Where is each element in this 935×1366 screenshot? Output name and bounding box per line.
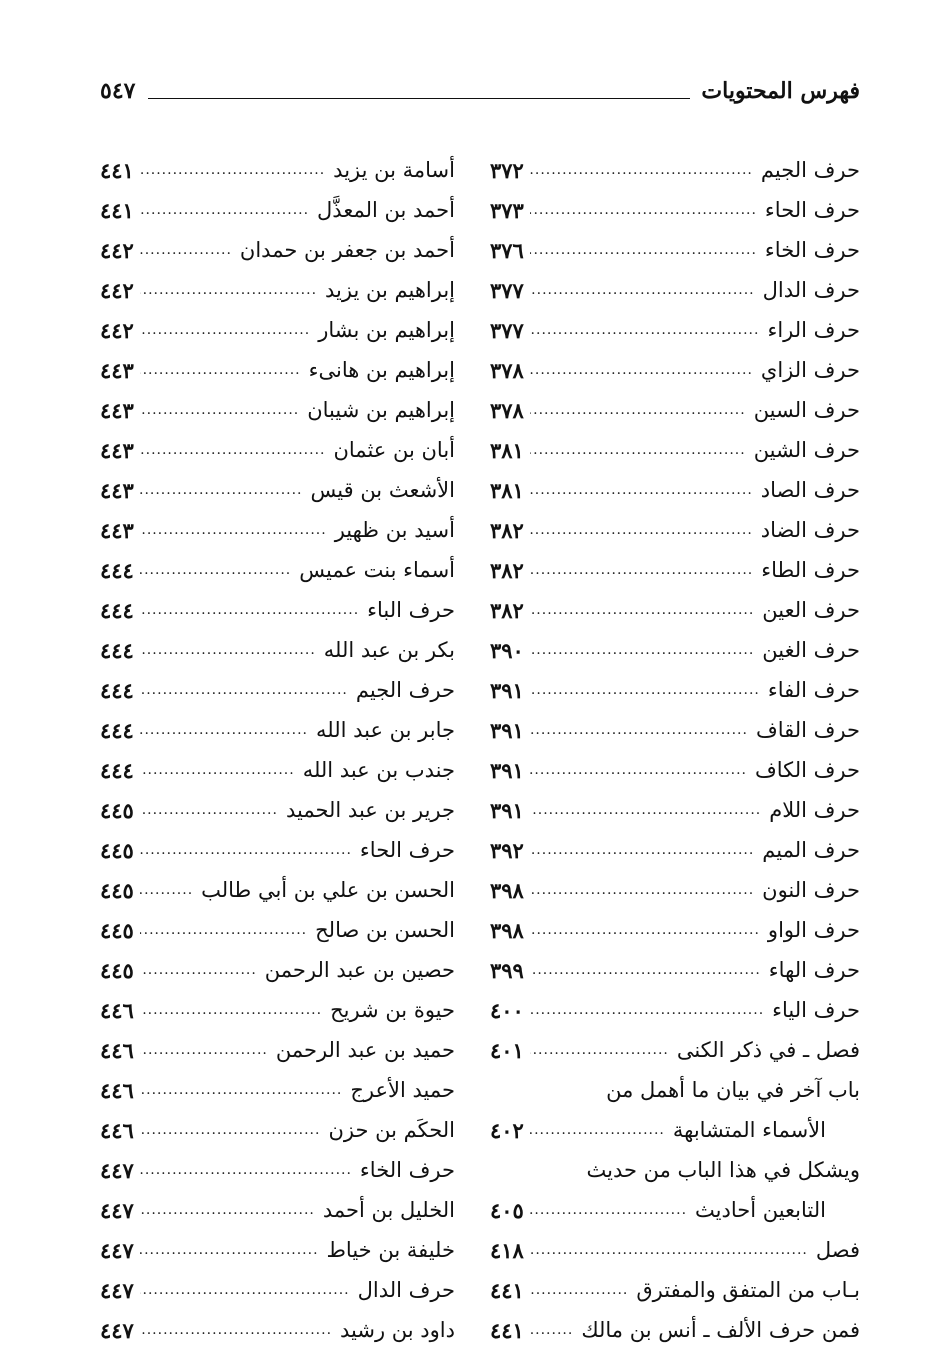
dot-leader bbox=[140, 640, 316, 660]
toc-entry-label: حميد الأعرج bbox=[350, 1078, 455, 1102]
toc-entry bbox=[490, 710, 860, 750]
dot-leader bbox=[530, 320, 760, 340]
toc-entry bbox=[490, 230, 860, 270]
toc-entry bbox=[100, 1110, 455, 1150]
dot-leader bbox=[140, 1240, 319, 1260]
toc-entry bbox=[100, 1030, 455, 1070]
dot-leader bbox=[140, 400, 299, 420]
page-title: فهرس المحتويات bbox=[701, 78, 860, 104]
toc-entry-label: جندب بن عبد الله bbox=[302, 758, 455, 782]
toc-entry-label: أحمد بن المعذَّل bbox=[317, 198, 455, 222]
toc-entry-label: الحكَم بن حزن bbox=[328, 1118, 455, 1142]
dot-leader bbox=[530, 640, 754, 660]
toc-entry bbox=[100, 630, 455, 670]
dot-leader bbox=[530, 960, 761, 980]
toc-entry-label: الخليل بن أحمد bbox=[322, 1198, 455, 1222]
dot-leader bbox=[530, 840, 754, 860]
toc-entry-page: ٣٩١ bbox=[490, 757, 524, 783]
dot-leader bbox=[140, 1280, 350, 1300]
dot-leader bbox=[530, 1120, 665, 1140]
dot-leader bbox=[530, 1240, 808, 1260]
dot-leader bbox=[530, 600, 754, 620]
toc-entry bbox=[490, 1230, 860, 1270]
toc-entry bbox=[490, 270, 860, 310]
toc-entry-label: حرف الزاي bbox=[760, 358, 860, 382]
dot-leader bbox=[140, 440, 326, 460]
toc-entry bbox=[490, 1270, 860, 1310]
toc-entry-label: حرف الباء bbox=[367, 598, 455, 622]
dot-leader bbox=[530, 480, 753, 500]
toc-entry-page: ٣٨١ bbox=[490, 437, 524, 463]
toc-entry-label: حرف النون bbox=[762, 878, 860, 902]
dot-leader bbox=[140, 1120, 321, 1140]
page-number: ٥٤٧ bbox=[100, 78, 136, 104]
toc-entry-label: حرف السين bbox=[753, 398, 860, 422]
toc-entry-page: ٤٤٣ bbox=[100, 437, 134, 463]
toc-entry-page: ٤٤٤ bbox=[100, 717, 134, 743]
toc-entry bbox=[490, 950, 860, 990]
toc-entry bbox=[490, 750, 860, 790]
toc-entry-page: ٤٠٠ bbox=[490, 997, 524, 1023]
dot-leader bbox=[530, 160, 753, 180]
dot-leader bbox=[140, 1160, 352, 1180]
toc-entry bbox=[100, 710, 455, 750]
dot-leader bbox=[530, 760, 747, 780]
toc-entry-page: ٤٤٧ bbox=[100, 1277, 134, 1303]
toc-entry-page: ٤٤٢ bbox=[100, 317, 134, 343]
toc-entry-page: ٣٩١ bbox=[490, 797, 524, 823]
toc-column-right bbox=[490, 150, 860, 1350]
dot-leader bbox=[140, 1040, 268, 1060]
toc-entry bbox=[100, 310, 455, 350]
toc-entry bbox=[490, 830, 860, 870]
toc-entry-label: بـاب من المتفق والمفترق bbox=[636, 1278, 860, 1302]
toc-entry-page: ٤٤٤ bbox=[100, 637, 134, 663]
toc-entry-label: حرف الميم bbox=[762, 838, 860, 862]
toc-entry-page: ٣٩٩ bbox=[490, 957, 524, 983]
toc-entry-label: حرف الياء bbox=[772, 998, 860, 1022]
dot-leader bbox=[140, 880, 193, 900]
toc-entry bbox=[100, 950, 455, 990]
toc-entry-label: الحسن بن صالح bbox=[315, 918, 455, 942]
toc-entry-label: فصل ـ في ذكر الكنى bbox=[676, 1038, 860, 1062]
toc-entry-label: حرف الصاد bbox=[760, 478, 860, 502]
toc-entry-label: حرف الفاء bbox=[767, 678, 860, 702]
toc-entry-label: حرف العين bbox=[762, 598, 860, 622]
toc-entry-label: باب آخر في بيان ما أهمل من bbox=[606, 1078, 860, 1102]
toc-entry-label: إبراهيم بن هانىء bbox=[308, 358, 455, 382]
toc-entry bbox=[100, 910, 455, 950]
toc-entry bbox=[490, 510, 860, 550]
toc-entry-page: ٤٤١ bbox=[100, 157, 134, 183]
dot-leader bbox=[530, 560, 753, 580]
dot-leader bbox=[530, 680, 760, 700]
toc-entry bbox=[490, 190, 860, 230]
dot-leader bbox=[140, 840, 352, 860]
toc-entry-label: إبراهيم بن بشار bbox=[318, 318, 455, 342]
toc-entry-page: ٤٤٤ bbox=[100, 597, 134, 623]
dot-leader bbox=[140, 800, 278, 820]
toc-entry-label: ويشكل في هذا الباب من حديث bbox=[586, 1158, 860, 1182]
dot-leader bbox=[530, 720, 748, 740]
toc-entry-label: حرف الهاء bbox=[768, 958, 860, 982]
toc-entry-label: حرف الدال bbox=[357, 1278, 455, 1302]
toc-entry bbox=[490, 390, 860, 430]
dot-leader bbox=[530, 1320, 573, 1340]
toc-entry-page: ٤٤٥ bbox=[100, 797, 134, 823]
dot-leader bbox=[140, 160, 325, 180]
toc-entry-page: ٤٤٢ bbox=[100, 277, 134, 303]
toc-entry bbox=[100, 750, 455, 790]
dot-leader bbox=[140, 1000, 322, 1020]
toc-entry-label: حرف الكاف bbox=[754, 758, 860, 782]
toc-entry bbox=[100, 870, 455, 910]
toc-entry bbox=[100, 790, 455, 830]
toc-entry-page: ٤٤١ bbox=[490, 1317, 524, 1343]
toc-entry bbox=[490, 1030, 860, 1070]
toc-entry-label: إبراهيم بن شيبان bbox=[307, 398, 455, 422]
toc-entry-page: ٣٩١ bbox=[490, 717, 524, 743]
toc-entry-page: ٤٤٤ bbox=[100, 757, 134, 783]
toc-entry-page: ٣٨٢ bbox=[490, 557, 524, 583]
toc-entry-page: ٤٤٧ bbox=[100, 1317, 134, 1343]
toc-entry-page: ٣٧٧ bbox=[490, 317, 524, 343]
dot-leader bbox=[530, 360, 753, 380]
toc-entry bbox=[490, 630, 860, 670]
toc-entry bbox=[490, 550, 860, 590]
toc-entry-label: الحسن بن علي بن أبي طالب bbox=[201, 878, 455, 902]
toc-entry-page: ٣٨٢ bbox=[490, 517, 524, 543]
toc-entry-label: حرف اللام bbox=[769, 798, 860, 822]
toc-entry bbox=[100, 1190, 455, 1230]
dot-leader bbox=[530, 880, 754, 900]
toc-entry-label: إبراهيم بن يزيد bbox=[325, 278, 455, 302]
toc-entry-label: التابعين أحاديث bbox=[695, 1198, 826, 1222]
dot-leader bbox=[530, 240, 757, 260]
toc-entry bbox=[100, 430, 455, 470]
toc-entry-label: حرف الشين bbox=[753, 438, 860, 462]
toc-entry-label: حيوة بن شريح bbox=[330, 998, 455, 1022]
dot-leader bbox=[140, 1080, 343, 1100]
toc-entry-page: ٣٧٨ bbox=[490, 397, 524, 423]
dot-leader bbox=[140, 1320, 332, 1340]
toc-entry-page: ٣٧٨ bbox=[490, 357, 524, 383]
toc-entry-page: ٣٨١ bbox=[490, 477, 524, 503]
toc-entry bbox=[100, 1270, 455, 1310]
toc-entry bbox=[490, 870, 860, 910]
toc-entry-label: داود بن رشيد bbox=[340, 1318, 455, 1342]
toc-entry bbox=[100, 150, 455, 190]
toc-entry-page: ٤٠١ bbox=[490, 1037, 524, 1063]
dot-leader bbox=[140, 1200, 315, 1220]
toc-entry-page: ٤٤٧ bbox=[100, 1237, 134, 1263]
toc-entry-page: ٣٩٨ bbox=[490, 917, 524, 943]
toc-entry-page: ٣٧٣ bbox=[490, 197, 524, 223]
toc-entry-label: أسامة بن يزيد bbox=[333, 158, 455, 182]
toc-entry-page: ٤٤٥ bbox=[100, 917, 134, 943]
dot-leader bbox=[140, 280, 317, 300]
toc-entry-page: ٤٤٦ bbox=[100, 1077, 134, 1103]
dot-leader bbox=[140, 320, 310, 340]
dot-leader bbox=[530, 1000, 764, 1020]
toc-entry-page: ٤٠٢ bbox=[490, 1117, 524, 1143]
toc-entry bbox=[490, 430, 860, 470]
toc-entry bbox=[100, 1070, 455, 1110]
toc-entry-label: فمن حرف الألف ـ أنس بن مالك bbox=[581, 1318, 860, 1342]
toc-entry-label: حرف الجيم bbox=[355, 678, 455, 702]
toc-entry-page: ٣٩١ bbox=[490, 677, 524, 703]
toc-entry-page: ٤١٨ bbox=[490, 1237, 524, 1263]
dot-leader bbox=[140, 920, 307, 940]
toc-entry bbox=[490, 470, 860, 510]
toc-entry bbox=[490, 910, 860, 950]
toc-entry bbox=[490, 1190, 860, 1230]
toc-entry bbox=[490, 150, 860, 190]
dot-leader bbox=[140, 960, 257, 980]
dot-leader bbox=[140, 560, 291, 580]
toc-entry bbox=[490, 590, 860, 630]
toc-entry-page: ٤٤٣ bbox=[100, 477, 134, 503]
dot-leader bbox=[530, 440, 746, 460]
toc-entry-page: ٤٤٤ bbox=[100, 677, 134, 703]
toc-entry-page: ٣٨٢ bbox=[490, 597, 524, 623]
dot-leader bbox=[140, 240, 232, 260]
toc-entry-page: ٤٤٣ bbox=[100, 517, 134, 543]
header-rule bbox=[148, 98, 690, 99]
toc-entry-label: حرف الراء bbox=[767, 318, 860, 342]
toc-entry bbox=[100, 470, 455, 510]
toc-entry bbox=[100, 990, 455, 1030]
toc-entry bbox=[100, 390, 455, 430]
toc-entry bbox=[490, 1110, 860, 1150]
toc-entry bbox=[490, 990, 860, 1030]
toc-entry-label: حرف الدال bbox=[762, 278, 860, 302]
toc-entry bbox=[490, 350, 860, 390]
toc-entry bbox=[100, 590, 455, 630]
toc-entry bbox=[100, 1150, 455, 1190]
dot-leader bbox=[140, 720, 308, 740]
toc-entry-page: ٤٤٦ bbox=[100, 1037, 134, 1063]
dot-leader bbox=[140, 200, 309, 220]
toc-entry bbox=[100, 190, 455, 230]
toc-entry-page: ٤٤١ bbox=[490, 1277, 524, 1303]
dot-leader bbox=[530, 200, 757, 220]
toc-entry-label: الأسماء المتشابهة bbox=[672, 1118, 826, 1142]
toc-entry-label: بكر بن عبد الله bbox=[323, 638, 455, 662]
toc-entry-page: ٣٧٢ bbox=[490, 157, 524, 183]
dot-leader bbox=[140, 520, 327, 540]
toc-entry bbox=[490, 1150, 860, 1190]
toc-entry-label: أسيد بن ظهير bbox=[334, 518, 455, 542]
toc-entry-page: ٤٤٥ bbox=[100, 877, 134, 903]
dot-leader bbox=[530, 1280, 629, 1300]
toc-entry-label: حرف الحاء bbox=[359, 838, 455, 862]
toc-column-left bbox=[100, 150, 455, 1350]
toc-entry-page: ٤٤١ bbox=[100, 197, 134, 223]
toc-entry-label: حرف الغين bbox=[762, 638, 860, 662]
dot-leader bbox=[140, 480, 303, 500]
toc-entry bbox=[490, 790, 860, 830]
dot-leader bbox=[530, 920, 760, 940]
toc-entry-page: ٤٤٤ bbox=[100, 557, 134, 583]
dot-leader bbox=[530, 400, 746, 420]
toc-entry-page: ٤٤٥ bbox=[100, 957, 134, 983]
toc-entry bbox=[100, 230, 455, 270]
toc-entry-page: ٣٧٦ bbox=[490, 237, 524, 263]
toc-entry-page: ٤٤٦ bbox=[100, 1117, 134, 1143]
toc-entry bbox=[100, 670, 455, 710]
toc-entry-label: حرف الخاء bbox=[764, 238, 860, 262]
dot-leader bbox=[140, 600, 359, 620]
toc-entry bbox=[490, 1070, 860, 1110]
toc-entry-page: ٤٤٣ bbox=[100, 357, 134, 383]
toc-entry-label: حرف الحاء bbox=[764, 198, 860, 222]
toc-entry bbox=[100, 550, 455, 590]
dot-leader bbox=[530, 1040, 669, 1060]
dot-leader bbox=[530, 280, 755, 300]
toc-entry-page: ٣٩٠ bbox=[490, 637, 524, 663]
toc-entry-page: ٤٤٧ bbox=[100, 1197, 134, 1223]
toc-entry-page: ٣٩٢ bbox=[490, 837, 524, 863]
toc-entry-page: ٤٤٥ bbox=[100, 837, 134, 863]
toc-entry-page: ٤٤٦ bbox=[100, 997, 134, 1023]
toc-entry-label: خليفة بن خياط bbox=[326, 1238, 455, 1262]
toc-entry-label: حرف الواو bbox=[767, 918, 860, 942]
toc-entry bbox=[100, 1310, 455, 1350]
dot-leader bbox=[140, 760, 295, 780]
toc-entry-label: فصل bbox=[815, 1238, 860, 1262]
toc-entry-label: الأشعث بن قيس bbox=[310, 478, 455, 502]
toc-entry bbox=[100, 1230, 455, 1270]
toc-entry-page: ٤٤٢ bbox=[100, 237, 134, 263]
toc-entry-page: ٤٤٣ bbox=[100, 397, 134, 423]
toc-entry-label: جابر بن عبد الله bbox=[315, 718, 455, 742]
dot-leader bbox=[140, 360, 301, 380]
toc-entry bbox=[100, 350, 455, 390]
toc-entry-label: أبان بن عثمان bbox=[333, 438, 455, 462]
dot-leader bbox=[530, 1200, 687, 1220]
toc-entry-page: ٣٩٨ bbox=[490, 877, 524, 903]
toc-entry-label: حرف الطاء bbox=[761, 558, 860, 582]
toc-entry-label: جرير بن عبد الحميد bbox=[285, 798, 455, 822]
toc-entry-page: ٣٧٧ bbox=[490, 277, 524, 303]
toc-entry-label: حرف الضاد bbox=[760, 518, 860, 542]
toc-entry bbox=[100, 270, 455, 310]
toc-entry-label: حرف القاف bbox=[755, 718, 860, 742]
dot-leader bbox=[530, 800, 761, 820]
toc-entry bbox=[100, 510, 455, 550]
toc-entry-label: حرف الخاء bbox=[359, 1158, 455, 1182]
toc-entry bbox=[490, 670, 860, 710]
toc-entry-page: ٤٤٧ bbox=[100, 1157, 134, 1183]
toc-entry-label: أحمد بن جعفر بن حمدان bbox=[239, 238, 455, 262]
toc-entry-label: أسماء بنت عميس bbox=[299, 558, 455, 582]
toc-entry-label: حميد بن عبد الرحمن bbox=[275, 1038, 455, 1062]
toc-entry-page: ٤٠٥ bbox=[490, 1197, 524, 1223]
dot-leader bbox=[140, 680, 348, 700]
dot-leader bbox=[530, 520, 753, 540]
toc-entry bbox=[490, 1310, 860, 1350]
toc-entry-label: حصين بن عبد الرحمن bbox=[264, 958, 455, 982]
toc-entry bbox=[100, 830, 455, 870]
toc-entry-label: حرف الجيم bbox=[760, 158, 860, 182]
page-header bbox=[100, 76, 860, 112]
toc-entry bbox=[490, 310, 860, 350]
